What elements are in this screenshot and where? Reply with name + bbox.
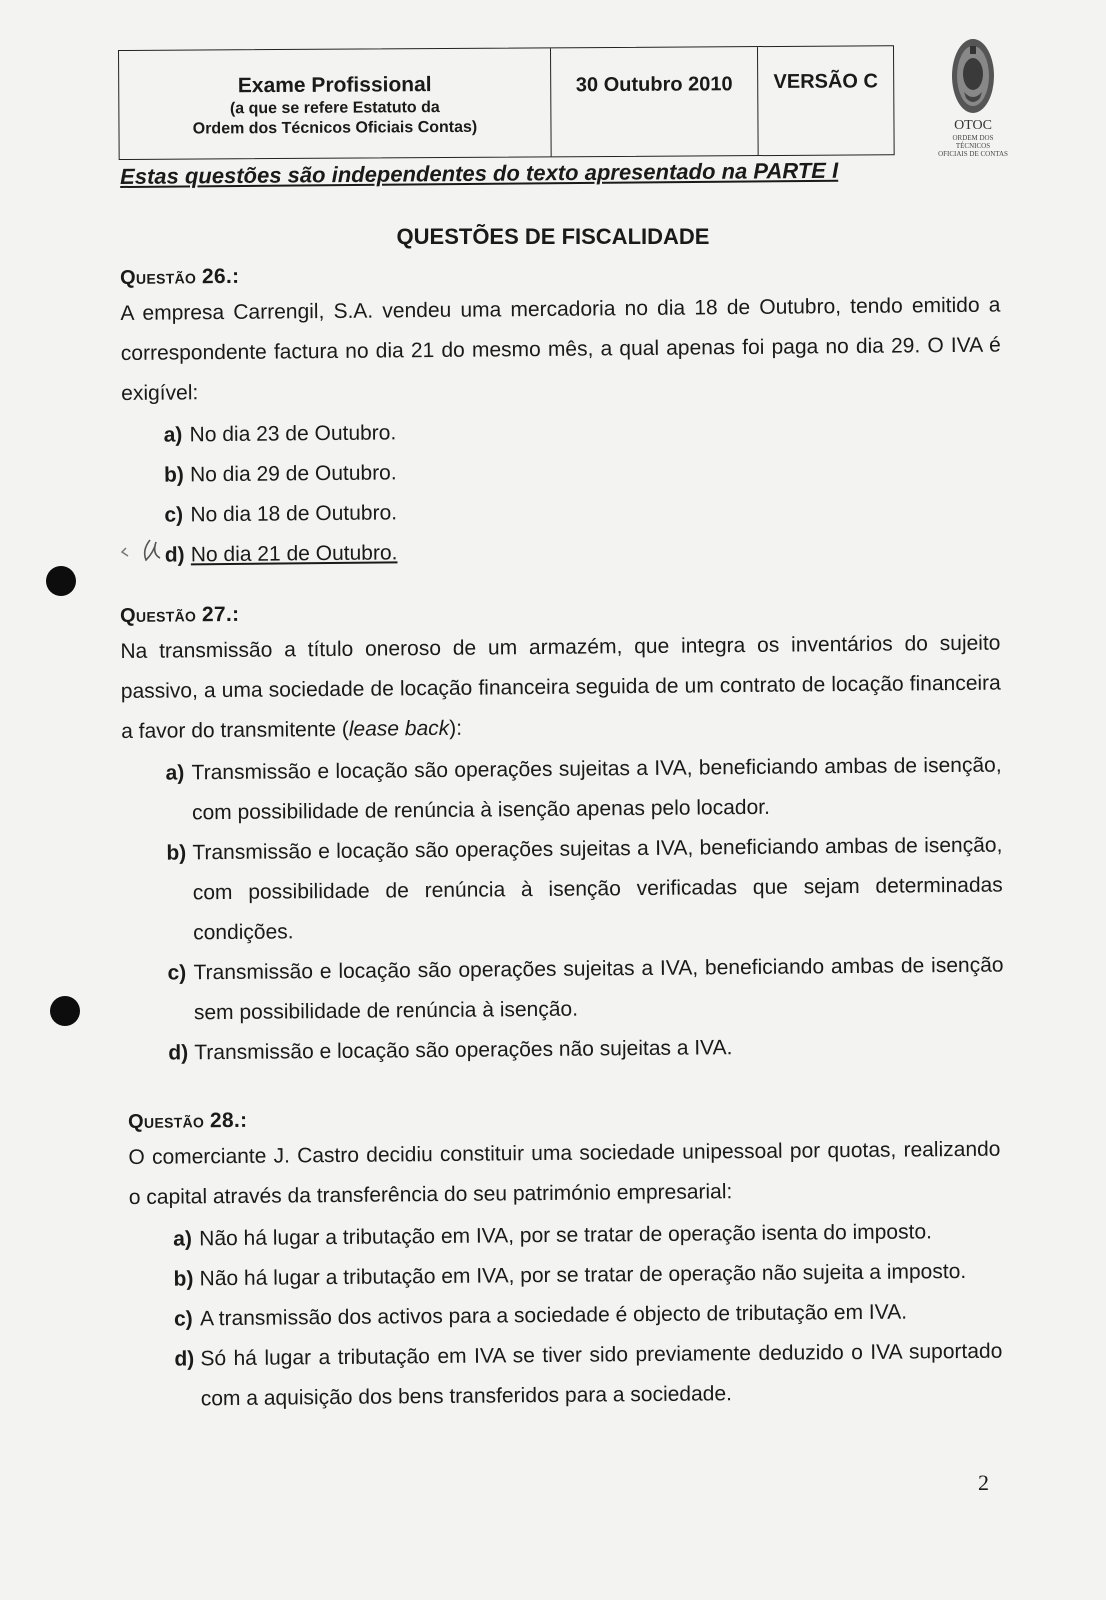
options-list xyxy=(163,408,1002,576)
option-text-selected: No dia 21 de Outubro. xyxy=(190,541,398,567)
question-number: 26.: xyxy=(201,264,240,289)
option-text: Transmissão e locação são operações sujeitas a IVA, beneficiando ambas de isenção sem possibilidade de renúncia à isenção. xyxy=(193,953,1004,1025)
binder-hole-icon xyxy=(46,566,76,596)
option-text: Transmissão e locação são operações sujeitas a IVA, beneficiando ambas de isenção, com possibilidade de renúncia à isenção apenas pelo locador. xyxy=(191,753,1002,825)
question-heading xyxy=(120,596,1000,628)
option-text: No dia 23 de Outubro. xyxy=(189,421,397,447)
question-text xyxy=(120,624,1001,752)
handwritten-check-icon xyxy=(120,534,170,570)
option-letter: b) xyxy=(173,1267,194,1291)
question-heading xyxy=(128,1102,1000,1134)
option-text: Só há lugar a tributação em IVA se tiver sido previamente deduzido o IVA suportado com a aquisição dos bens transferidos para a sociedade. xyxy=(200,1339,1003,1411)
option-letter: c) xyxy=(167,961,187,985)
question-text: O comerciante J. Castro decidiu constituir uma sociedade unipessoal por quotas, realizando o capital através da transferência do seu património empresarial: xyxy=(128,1137,1001,1209)
option-letter: a) xyxy=(163,423,183,447)
option-letter: b) xyxy=(163,463,184,487)
question-text: A empresa Carrengil, S.A. vendeu uma mercadoria no dia 18 de Outubro, tendo emitido a correspondente factura no dia 21 do mesmo mês, a qual apenas foi paga no dia 29. O IVA é exigível: xyxy=(120,293,1001,405)
option-text: No dia 29 de Outubro. xyxy=(189,461,397,487)
option-letter: a) xyxy=(173,1227,193,1251)
option-letter: c) xyxy=(173,1307,193,1331)
option-b xyxy=(166,826,1003,954)
exam-title-cell xyxy=(119,48,552,159)
question-number: 27.: xyxy=(201,602,240,627)
option-letter: d) xyxy=(164,543,185,567)
question-27 xyxy=(120,596,1004,1074)
question-label: Questão xyxy=(120,266,197,289)
question-text-part: ): xyxy=(449,716,463,740)
question-label: Questão xyxy=(128,1110,205,1133)
exam-header-table xyxy=(118,45,895,160)
otoc-sub-line2: OFICIAIS DE CONTAS xyxy=(938,150,1008,158)
option-letter: d) xyxy=(174,1347,195,1371)
option-d xyxy=(168,1026,1004,1074)
options-list xyxy=(165,746,1004,1074)
option-text: A transmissão dos activos para a sociedade é objecto de tributação em IVA. xyxy=(199,1300,908,1331)
option-text: Não há lugar a tributação em IVA, por se tratar de operação não sujeita a imposto. xyxy=(199,1259,967,1291)
section-title: QUESTÕES DE FISCALIDADE xyxy=(396,224,710,249)
binder-hole-icon xyxy=(50,996,80,1026)
question-heading xyxy=(120,258,1000,290)
question-text-part: Na transmissão a título oneroso de um armazém, que integra os inventários do sujeito passivo, a uma sociedade de locação financeira seguida de um contrato de locação financeira a favor do transmitente ( xyxy=(120,631,1001,743)
question-26 xyxy=(120,258,1003,576)
option-a xyxy=(165,746,1002,834)
option-letter: d) xyxy=(168,1041,189,1065)
option-d xyxy=(174,1332,1003,1420)
exam-subtitle-line2: Ordem dos Técnicos Oficiais Contas) xyxy=(192,118,478,138)
otoc-name: OTOC xyxy=(954,118,992,133)
question-28 xyxy=(128,1102,1003,1420)
otoc-emblem-icon xyxy=(950,36,996,116)
question-number: 28.: xyxy=(209,1108,248,1133)
option-letter: c) xyxy=(164,503,184,527)
option-d xyxy=(165,528,1003,576)
page-number: 2 xyxy=(978,1470,989,1495)
option-text: Não há lugar a tributação em IVA, por se tratar de operação isenta do imposto. xyxy=(199,1220,933,1251)
question-label: Questão xyxy=(120,604,197,627)
exam-version: VERSÃO C xyxy=(773,70,879,93)
otoc-logo xyxy=(938,36,1008,158)
option-c xyxy=(167,946,1004,1034)
options-list xyxy=(173,1212,1003,1420)
question-text-italic: lease back xyxy=(348,716,450,741)
option-text: Transmissão e locação são operações sujeitas a IVA, beneficiando ambas de isenção, com possibilidade de renúncia à isenção verificadas que sejam determinadas condições. xyxy=(192,833,1003,945)
option-letter: a) xyxy=(165,761,185,785)
option-letter: b) xyxy=(166,841,187,865)
option-text: Transmissão e locação são operações não sujeitas a IVA. xyxy=(194,1036,733,1065)
independence-note: Estas questões são independentes do texto apresentado na PARTE I xyxy=(120,157,839,189)
otoc-sub-line1: ORDEM DOS TÉCNICOS xyxy=(952,134,994,150)
option-text: No dia 18 de Outubro. xyxy=(190,501,398,527)
exam-title: Exame Profissional xyxy=(237,73,432,98)
exam-date: 30 Outubro 2010 xyxy=(551,47,759,156)
exam-subtitle-line1: (a que se refere Estatuto da xyxy=(229,99,440,118)
